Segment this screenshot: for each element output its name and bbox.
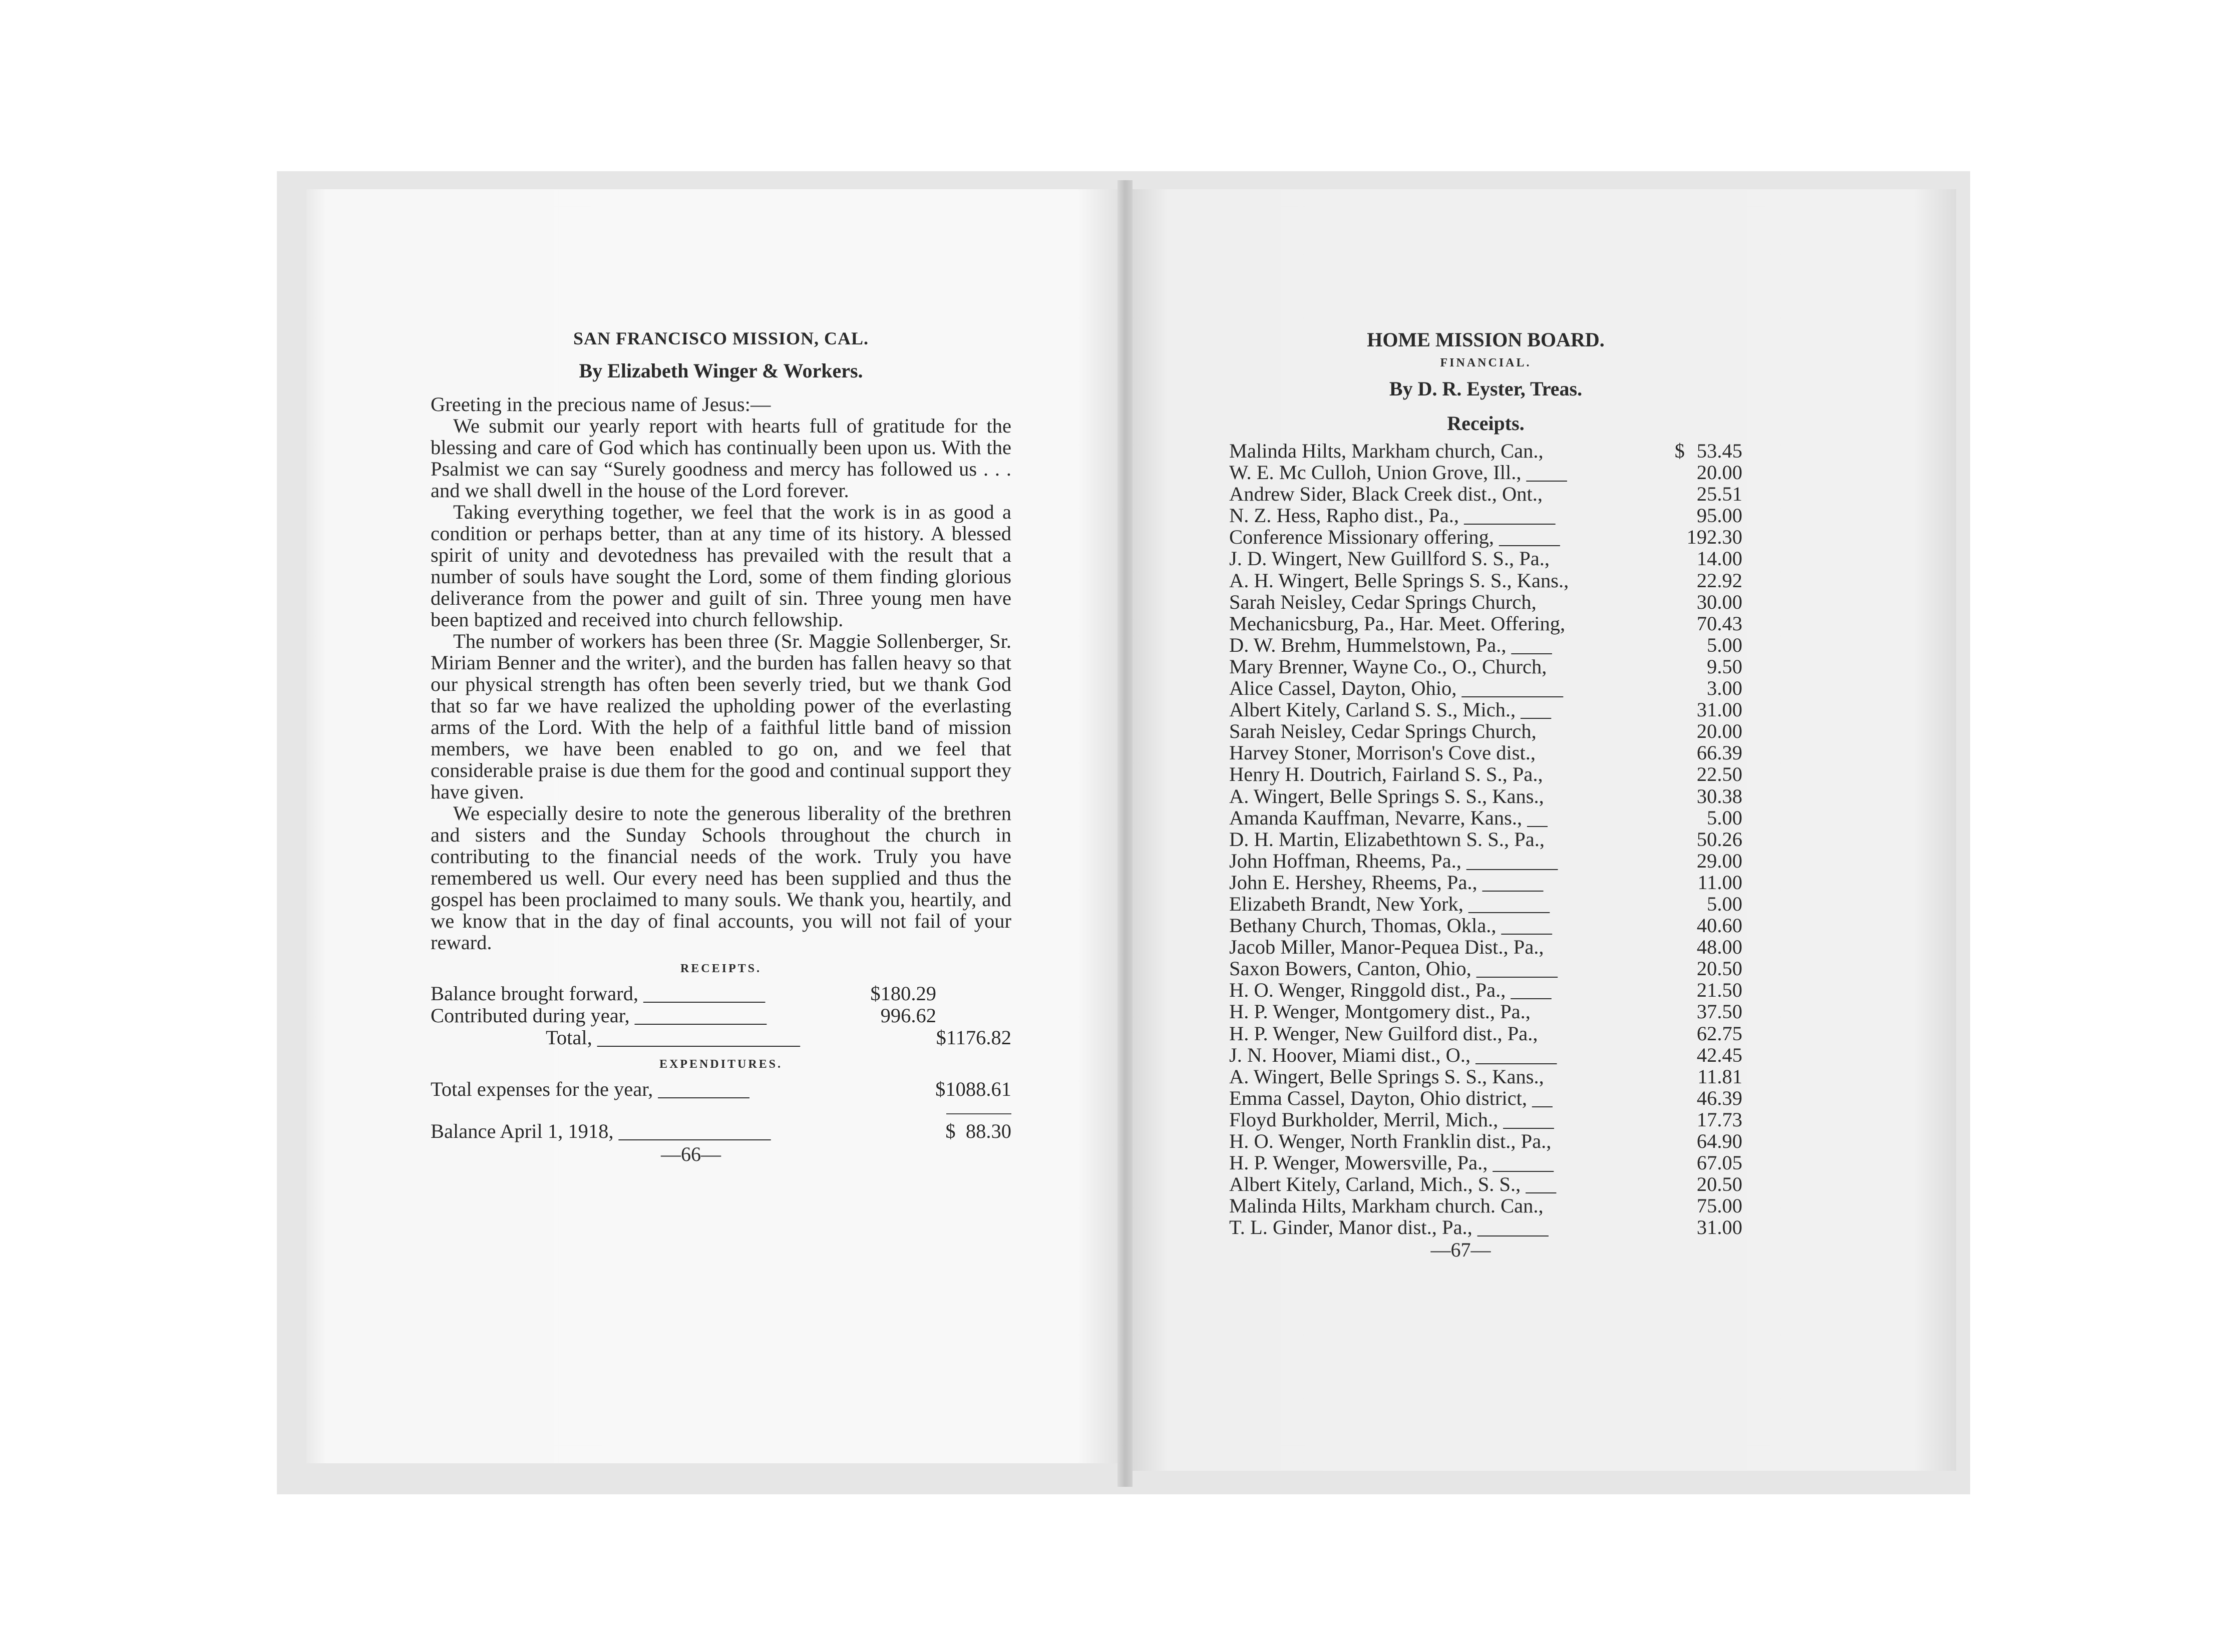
receipt-entry [1229, 807, 1742, 829]
receipt-entry [1229, 785, 1742, 807]
receipt-entry-name: H. O. Wenger, North Franklin dist., Pa., [1229, 1130, 1552, 1152]
receipt-entry-name: H. P. Wenger, New Guilford dist., Pa., [1229, 1022, 1538, 1045]
receipt-row [431, 1005, 936, 1027]
receipt-entry-amount: 20.00 [1696, 720, 1742, 743]
receipt-entry-amount: 14.00 [1696, 547, 1742, 570]
receipt-entry-amount: 40.60 [1696, 914, 1742, 937]
board-title: HOME MISSION BOARD. [1367, 328, 1605, 351]
receipt-label: Contributed during year, _____________ [431, 1004, 767, 1027]
left-page-content [431, 328, 1011, 1166]
byline: By Elizabeth Winger & Workers. [579, 359, 863, 382]
expenditures-heading: EXPENDITURES. [659, 1058, 783, 1071]
book-gutter [1118, 180, 1133, 1487]
page-number-right: —67— [1430, 1238, 1491, 1262]
receipt-entry [1229, 570, 1742, 591]
receipt-entry-amount: 48.00 [1696, 936, 1742, 959]
receipt-entry-name: N. Z. Hess, Rapho dist., Pa., _________ [1229, 504, 1556, 527]
receipt-entry-name: J. D. Wingert, New Guillford S. S., Pa., [1229, 547, 1550, 570]
receipt-entry-amount: 50.26 [1696, 828, 1742, 851]
receipt-entry [1229, 915, 1742, 936]
expenses-amount: $1088.61 [935, 1078, 1011, 1100]
receipt-entry-amount: 5.00 [1707, 806, 1742, 829]
receipts-list [1229, 440, 1742, 1238]
receipt-entry-amount: 17.73 [1696, 1108, 1742, 1131]
receipt-entry-amount: 11.81 [1697, 1065, 1742, 1088]
receipt-entry-amount: 30.00 [1696, 590, 1742, 613]
receipt-entry-amount: 25.51 [1696, 483, 1742, 506]
total-amount: $1176.82 [936, 1026, 1011, 1049]
receipt-entry-name: Bethany Church, Thomas, Okla., _____ [1229, 914, 1552, 937]
section-title: SAN FRANCISCO MISSION, CAL. [573, 328, 869, 348]
treasurer-byline: By D. R. Eyster, Treas. [1389, 377, 1583, 400]
receipt-entry-amount: 29.00 [1696, 849, 1742, 872]
receipt-entry [1229, 1023, 1742, 1044]
receipt-entry [1229, 958, 1742, 979]
report-body [431, 393, 1011, 953]
receipt-entry-name: J. N. Hoover, Miami dist., O., ________ [1229, 1043, 1557, 1066]
receipt-entry [1229, 505, 1742, 526]
total-label: Total, ____________________ [546, 1026, 800, 1049]
paragraph-2: Taking everything together, we feel that the work is in as good a condition or perhaps better, than at any time of its history. A blessed spirit of unity and devotedness has prevailed with the result that a number of souls have sought the Lord, some of them finding glorious deliverance from the power and guilt of sin. Three young men have been baptized and received into church fellowship. [431, 501, 1011, 631]
receipt-entry [1229, 548, 1742, 569]
receipt-entry-name: Harvey Stoner, Morrison's Cove dist., [1229, 741, 1536, 764]
receipt-entry [1229, 829, 1742, 850]
receipt-entry [1229, 720, 1742, 742]
dollar-sign: $ [1674, 440, 1685, 462]
receipt-entry [1229, 936, 1742, 958]
greeting: Greeting in the precious name of Jesus:— [431, 393, 771, 416]
receipt-entry-amount: 67.05 [1696, 1151, 1742, 1174]
receipt-entry-name: Emma Cassel, Dayton, Ohio district, __ [1229, 1086, 1553, 1109]
receipt-entry-name: Mechanicsburg, Pa., Har. Meet. Offering, [1229, 612, 1566, 635]
receipt-entry-amount: 42.45 [1696, 1043, 1742, 1066]
receipt-entry [1229, 656, 1742, 677]
receipt-entry [1229, 1152, 1742, 1173]
receipts-heading-right: Receipts. [1447, 412, 1525, 435]
page-number-left: —66— [661, 1143, 721, 1165]
receipt-entry-name: Malinda Hilts, Markham church, Can., [1229, 440, 1544, 462]
receipt-entry-name: W. E. Mc Culloh, Union Grove, Ill., ____ [1229, 461, 1567, 484]
receipt-entry [1229, 1216, 1742, 1238]
receipt-entry-name: A. Wingert, Belle Springs S. S., Kans., [1229, 784, 1544, 807]
receipt-entry-amount: 75.00 [1696, 1194, 1742, 1217]
receipt-entry [1229, 742, 1742, 763]
receipt-entry [1229, 634, 1742, 656]
receipt-entry-name: John Hoffman, Rheems, Pa., _________ [1229, 849, 1558, 872]
receipt-entry-name: Sarah Neisley, Cedar Springs Church, [1229, 590, 1537, 613]
receipt-amount: $180.29 [870, 982, 936, 1005]
receipt-entry-amount: 53.45 [1696, 440, 1742, 462]
receipt-entry [1229, 893, 1742, 915]
receipt-entry [1229, 699, 1742, 720]
paragraph-3: The number of workers has been three (Sr. Maggie Sollenberger, Sr. Miriam Benner and the writer), and the burden has fallen heavy so that our physical strength has often been severly tried, but we thank God that so far we have realized the upholding power of the everlasting arms of the Lord. With the help of a faithful little band of mission members, we have been enabled to go on, and we feel that considerable praise is due them for the good and continual support they have given. [431, 630, 1011, 803]
receipt-entry-name: Andrew Sider, Black Creek dist., Ont., [1229, 483, 1543, 506]
receipt-entry-amount: 64.90 [1696, 1130, 1742, 1152]
receipts-table [431, 983, 1011, 1049]
financial-subtitle: FINANCIAL. [1440, 356, 1532, 369]
receipt-entry-name: Henry H. Doutrich, Fairland S. S., Pa., [1229, 763, 1543, 786]
receipt-entry-amount: 22.92 [1696, 569, 1742, 592]
receipt-entry [1229, 1195, 1742, 1216]
balance-rule [431, 1113, 1011, 1115]
receipt-entry-name: Albert Kitely, Carland, Mich., S. S., ___ [1229, 1173, 1557, 1196]
receipt-entry-amount: 9.50 [1707, 655, 1742, 678]
receipt-entry-name: A. H. Wingert, Belle Springs S. S., Kans., [1229, 569, 1569, 592]
receipt-entry [1229, 1109, 1742, 1130]
receipt-entry-name: Saxon Bowers, Canton, Ohio, ________ [1229, 957, 1558, 980]
paragraph-4: We especially desire to note the generous liberality of the brethren and sisters and the Sunday Schools throughout the church in contributing to the financial needs of the work. Truly you have remembered us well. Our every need has been supplied and thus the gospel has been proclaimed to many souls. We thank you, heartily, and we know that in the day of final accounts, you will not fail of your reward. [431, 802, 1011, 954]
receipt-row [431, 983, 936, 1005]
receipt-entry-name: Amanda Kauffman, Nevarre, Kans., __ [1229, 806, 1548, 829]
receipt-amount: 996.62 [880, 1004, 936, 1027]
paragraph-1: We submit our yearly report with hearts full of gratitude for the blessing and care of God which has continually been upon us. With the Psalmist we can say “Surely goodness and mercy has followed us . . . and we shall dwell in the house of the Lord forever. [431, 415, 1011, 502]
receipt-entry-name: T. L. Ginder, Manor dist., Pa., _______ [1229, 1216, 1549, 1239]
receipt-entry-amount: 95.00 [1696, 504, 1742, 527]
receipt-entry-name: D. H. Martin, Elizabethtown S. S., Pa., [1229, 828, 1545, 851]
receipt-entry-name: Mary Brenner, Wayne Co., O., Church, [1229, 655, 1547, 678]
receipt-entry-amount: 31.00 [1696, 698, 1742, 721]
receipt-entry-amount: 5.00 [1707, 633, 1742, 656]
receipt-label: Balance brought forward, ____________ [431, 982, 766, 1005]
receipt-entry-name: Jacob Miller, Manor-Pequea Dist., Pa., [1229, 936, 1544, 959]
receipt-entry [1229, 1130, 1742, 1152]
receipt-entry [1229, 526, 1742, 548]
receipt-entry [1229, 872, 1742, 893]
receipt-entry [1229, 440, 1742, 462]
receipt-entry [1229, 462, 1742, 483]
balance-amount: $ 88.30 [945, 1120, 1011, 1142]
receipt-entry [1229, 1001, 1742, 1022]
receipt-entry-amount: 62.75 [1696, 1022, 1742, 1045]
receipt-entry-name: Floyd Burkholder, Merril, Mich., _____ [1229, 1108, 1554, 1131]
receipt-entry-name: Sarah Neisley, Cedar Springs Church, [1229, 720, 1537, 743]
receipt-entry-amount: 37.50 [1696, 1000, 1742, 1023]
receipt-entry [1229, 677, 1742, 699]
receipt-entry-name: H. P. Wenger, Mowersville, Pa., ______ [1229, 1151, 1554, 1174]
receipt-entry-amount: 5.00 [1707, 892, 1742, 915]
receipt-entry-name: A. Wingert, Belle Springs S. S., Kans., [1229, 1065, 1544, 1088]
receipt-entry-amount: 20.50 [1696, 1173, 1742, 1196]
receipt-entry [1229, 1173, 1742, 1195]
receipt-entry-name: John E. Hershey, Rheems, Pa., ______ [1229, 871, 1544, 894]
receipt-entry [1229, 850, 1742, 872]
receipt-entry [1229, 979, 1742, 1001]
receipt-entry-amount: 20.00 [1696, 461, 1742, 484]
receipt-entry-amount: 20.50 [1696, 957, 1742, 980]
receipt-entry-amount: 66.39 [1696, 741, 1742, 764]
receipt-entry-name: D. W. Brehm, Hummelstown, Pa., ____ [1229, 633, 1552, 656]
receipt-entry-name: Elizabeth Brandt, New York, ________ [1229, 892, 1550, 915]
expenses-row [431, 1078, 1011, 1100]
receipt-entry-amount: 192.30 [1686, 526, 1742, 549]
receipt-entry [1229, 1087, 1742, 1109]
receipt-entry-name: H. O. Wenger, Ringgold dist., Pa., ____ [1229, 979, 1552, 1002]
total-row [431, 1027, 1011, 1049]
receipt-entry [1229, 1066, 1742, 1087]
receipt-entry-name: Conference Missionary offering, ______ [1229, 526, 1560, 549]
receipt-entry [1229, 1044, 1742, 1066]
receipt-entry-name: Albert Kitely, Carland S. S., Mich., ___ [1229, 698, 1552, 721]
receipt-entry-amount: 22.50 [1696, 763, 1742, 786]
receipt-entry [1229, 483, 1742, 505]
receipts-heading: RECEIPTS. [680, 962, 762, 975]
balance-row [431, 1120, 1011, 1142]
receipt-entry-amount: 11.00 [1697, 871, 1742, 894]
receipt-entry-name: H. P. Wenger, Montgomery dist., Pa., [1229, 1000, 1531, 1023]
receipt-entry [1229, 591, 1742, 613]
receipt-entry [1229, 763, 1742, 785]
receipt-entry-amount: 70.43 [1696, 612, 1742, 635]
right-page-content [1229, 328, 1742, 1262]
receipt-entry [1229, 613, 1742, 634]
receipt-entry-amount: 31.00 [1696, 1216, 1742, 1239]
receipt-entry-amount: 3.00 [1707, 677, 1742, 700]
receipt-entry-amount: 21.50 [1696, 979, 1742, 1002]
receipt-entry-name: Alice Cassel, Dayton, Ohio, __________ [1229, 677, 1564, 700]
expenses-label: Total expenses for the year, _________ [431, 1078, 750, 1100]
receipt-entry-amount: 46.39 [1696, 1086, 1742, 1109]
receipt-entry-name: Malinda Hilts, Markham church. Can., [1229, 1194, 1544, 1217]
receipt-entry-amount: 30.38 [1696, 784, 1742, 807]
balance-label: Balance April 1, 1918, _______________ [431, 1120, 771, 1142]
